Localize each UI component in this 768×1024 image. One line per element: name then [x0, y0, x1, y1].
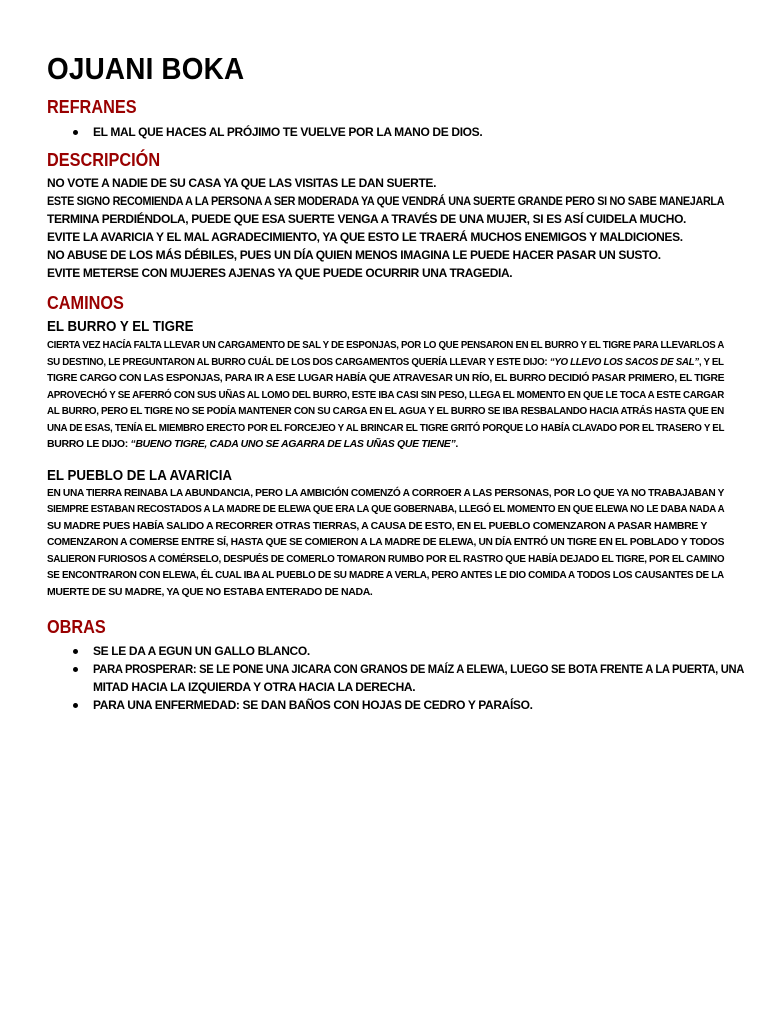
list-item: SE LE DA A EGUN UN GALLO BLANCO. [73, 642, 724, 660]
camino-title-burro: EL BURRO Y EL TIGRE [47, 319, 194, 335]
list-item: PARA PROSPERAR: SE LE PONE UNA JICARA CON GRANOS DE MAÍZ A ELEWA, LUEGO SE BOTA FRENTE A LA PUERTA, UNA MITAD HACIA LA IZQUIERDA Y OTRA HACIA LA DERECHA. [73, 660, 724, 696]
list-item: EL MAL QUE HACES AL PRÓJIMO TE VUELVE POR LA MANO DE DIOS. [73, 123, 724, 141]
descripcion-heading: DESCRIPCIÓN [47, 149, 161, 170]
camino-text-pueblo: EN UNA TIERRA REINABA LA ABUNDANCIA, PERO LA AMBICIÓN COMENZÓ A CORROER A LAS PERSONAS, POR LO QUE YA NO TRABAJABAN Y SIEMPRE ESTABAN RECOSTADOS A LA MADRE DE ELEWA QUE ERA LA QUE GOBERNABA, LLEGÓ EL MOMENTO EN QUE ELEWA NO LE DABA NADA A SU MADRE PUES HABÍA SALIDO A RECORRER OTRAS TIERRAS, A CAUSA DE ESTO, EN EL PUEBLO COMENZARON A PASAR HAMBRE Y COMENZARON A COMERSE ENTRE SÍ, HASTA QUE SE COMIERON A LA MADRE DE ELEWA, UN DÍA ENTRÓ UN TIGRE EN EL POBLADO Y TODOS SALIERON FURIOSOS A COMÉRSELO, DESPUÉS DE COMERLO TOMARON RUMBO POR EL RASTRO QUE HABÍA DEJADO EL TIGRE, POR EL CAMINO SE ENCONTRARON CON ELEWA, ÉL CUAL IBA AL PUEBLO DE SU MADRE A VERLA, PERO ANTES LE DIO COMIDA A TODOS LOS CAUSANTES DE LA MUERTE DE SU MADRE, YA QUE NO ESTABA ENTERADO DE NADA. [47, 486, 725, 598]
descripcion-line: NO ABUSE DE LOS MÁS DÉBILES, PUES UN DÍA QUIEN MENOS IMAGINA LE PUEDE HACER PASAR UN SUSTO. [47, 248, 661, 262]
camino-title-pueblo: EL PUEBLO DE LA AVARICIA [47, 467, 233, 484]
descripcion-line: EVITE METERSE CON MUJERES AJENAS YA QUE PUEDE OCURRIR UNA TRAGEDIA. [47, 266, 513, 280]
descripcion-line: ESTE SIGNO RECOMIENDA A LA PERSONA A SER MODERADA YA QUE VENDRÁ UNA SUERTE GRANDE PERO SI NO SABE MANEJARLA [47, 194, 725, 208]
quote-text: “BUENO TIGRE, CADA UNO SE AGARRA DE LAS UÑAS QUE TIENE” [130, 438, 456, 450]
descripcion-text [47, 174, 724, 282]
descripcion-line: EVITE LA AVARICIA Y EL MAL AGRADECIMIENTO, YA QUE ESTO LE TRAERÁ MUCHOS ENEMIGOS Y MALDICIONES. [47, 230, 683, 244]
list-item: PARA UNA ENFERMEDAD: SE DAN BAÑOS CON HOJAS DE CEDRO Y PARAÍSO. [73, 696, 724, 714]
page-title: OJUANI BOKA [47, 51, 245, 86]
refranes-list [47, 123, 724, 141]
obras-list [47, 642, 745, 714]
camino-text-burro: CIERTA VEZ HACÍA FALTA LLEVAR UN CARGAMENTO DE SAL Y DE ESPONJAS, POR LO QUE PENSARON EN EL BURRO Y EL TIGRE PARA LLEVARLOS A SU DESTINO, LE PREGUNTARON AL BURRO CUÁL DE LOS DOS CARGAMENTOS QUERÍA LLEVAR Y ESTE DIJO: “YO LLEVO LOS SACOS DE SAL”, Y EL TIGRE CARGO CON LAS ESPONJAS, PARA IR A ESE LUGAR HABÍA QUE ATRAVESAR UN RÍO, EL BURRO DECIDIÓ PASAR PRIMERO, EL TIGRE APROVECHÓ Y SE AFERRÓ CON SUS UÑAS AL LOMO DEL BURRO, ESTE IBA CASI SIN PESO, LLEGA EL MOMENTO EN QUE LE TOCA A ESTE CARGAR AL BURRO, PERO EL TIGRE NO SE PODÍA MANTENER CON SU CARGA EN EL AGUA Y EL BURRO SE IBA RESBALANDO HACIA ATRÁS HASTA QUE EN UNA DE ESAS, TENÍA EL MIEMBRO ERECTO POR EL FORCEJEO Y AL BRINCAR EL TIGRE GRITÓ PORQUE LO HABÍA CLAVADO POR EL TRASERO Y EL BURRO LE DIJO: “BUENO TIGRE, CADA UNO SE AGARRA DE LAS UÑAS QUE TIENE”. [47, 339, 725, 450]
obras-heading: OBRAS [47, 616, 106, 637]
caminos-heading: CAMINOS [47, 292, 124, 313]
quote-text: “YO LLEVO LOS SACOS DE SAL” [549, 355, 699, 368]
descripcion-line: NO VOTE A NADIE DE SU CASA YA QUE LAS VISITAS LE DAN SUERTE. [47, 176, 437, 190]
refranes-heading: REFRANES [47, 96, 137, 117]
descripcion-line: TERMINA PERDIÉNDOLA, PUEDE QUE ESA SUERTE VENGA A TRAVÉS DE UNA MUJER, SI ES ASÍ CUIDELA MUCHO. [47, 212, 687, 226]
